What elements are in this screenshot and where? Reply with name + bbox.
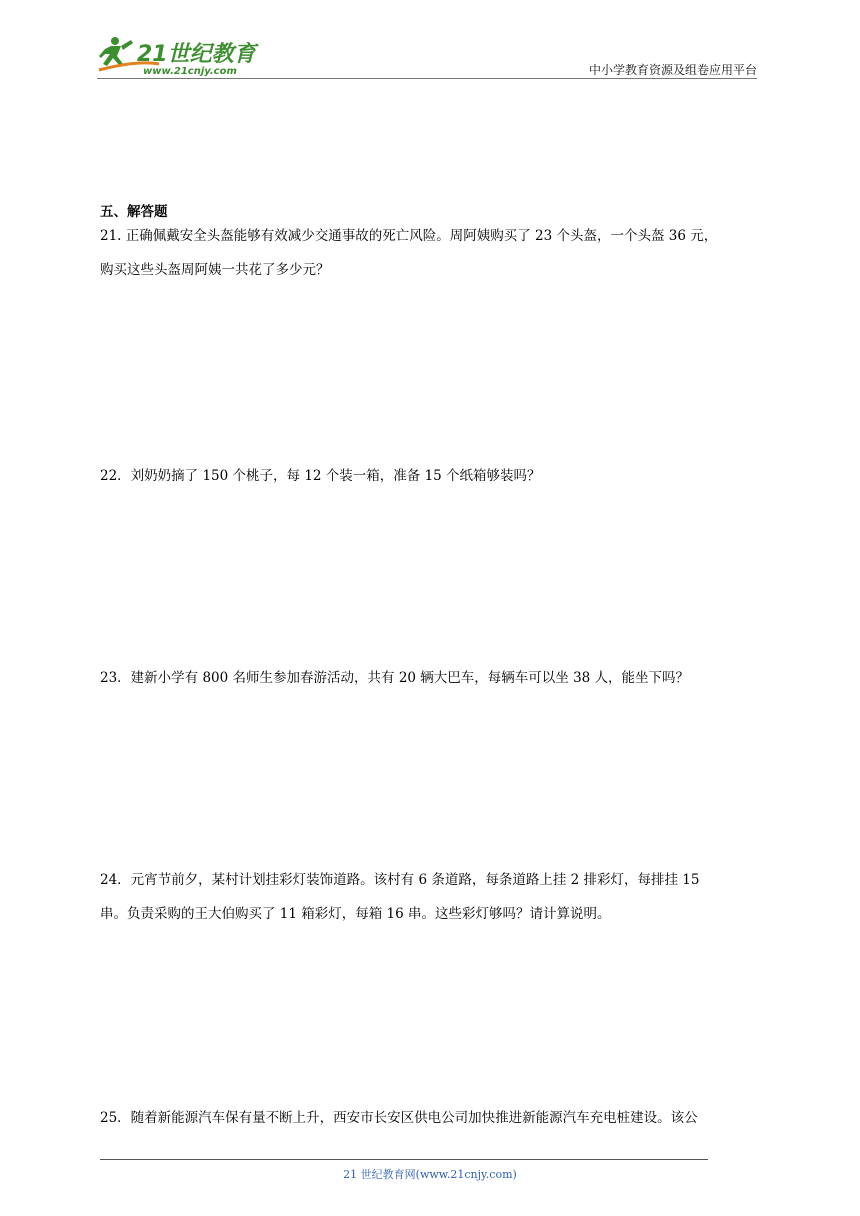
question-line: 25．随着新能源汽车保有量不断上升，西安市长安区供电公司加快推进新能源汽车充电桩建设。该公 [100, 1110, 698, 1126]
question-line: 24．元宵节前夕，某村计划挂彩灯装饰道路。该村有 6 条道路，每条道路上挂 2 排彩灯，每排挂 15 [100, 872, 700, 888]
page-header [97, 34, 757, 80]
question-25 [100, 1101, 762, 1135]
question-23 [100, 661, 762, 695]
logo-url: www.21cnjy.com [143, 66, 237, 77]
platform-text: 中小学教育资源及组卷应用平台 [588, 63, 757, 77]
footer-divider [100, 1159, 708, 1160]
question-line: 23．建新小学有 800 名师生参加春游活动，共有 20 辆大巴车，每辆车可以坐 38 人，能坐下吗？ [100, 670, 690, 686]
question-21 [100, 219, 762, 287]
question-line: 串。负责采购的王大伯购买了 11 箱彩灯，每箱 16 串。这些彩灯够吗？请计算说明。 [100, 906, 611, 922]
header-divider [97, 78, 757, 79]
question-line: 21. 正确佩戴安全头盔能够有效减少交通事故的死亡风险。周阿姨购买了 23 个头盔，一个头盔 36 元， [100, 228, 718, 244]
logo-text: 21世纪教育 [137, 42, 256, 67]
question-24 [100, 863, 762, 931]
footer-link[interactable]: 21 世纪教育网(www.21cnjy.com) [343, 1168, 517, 1181]
question-line: 22．刘奶奶摘了 150 个桃子，每 12 个装一箱，准备 15 个纸箱够装吗？ [100, 468, 541, 484]
question-22 [100, 459, 762, 493]
logo-21cnjy [97, 34, 267, 78]
section-title: 五、解答题 [100, 204, 168, 220]
question-line: 购买这些头盔周阿姨一共花了多少元？ [100, 262, 330, 278]
